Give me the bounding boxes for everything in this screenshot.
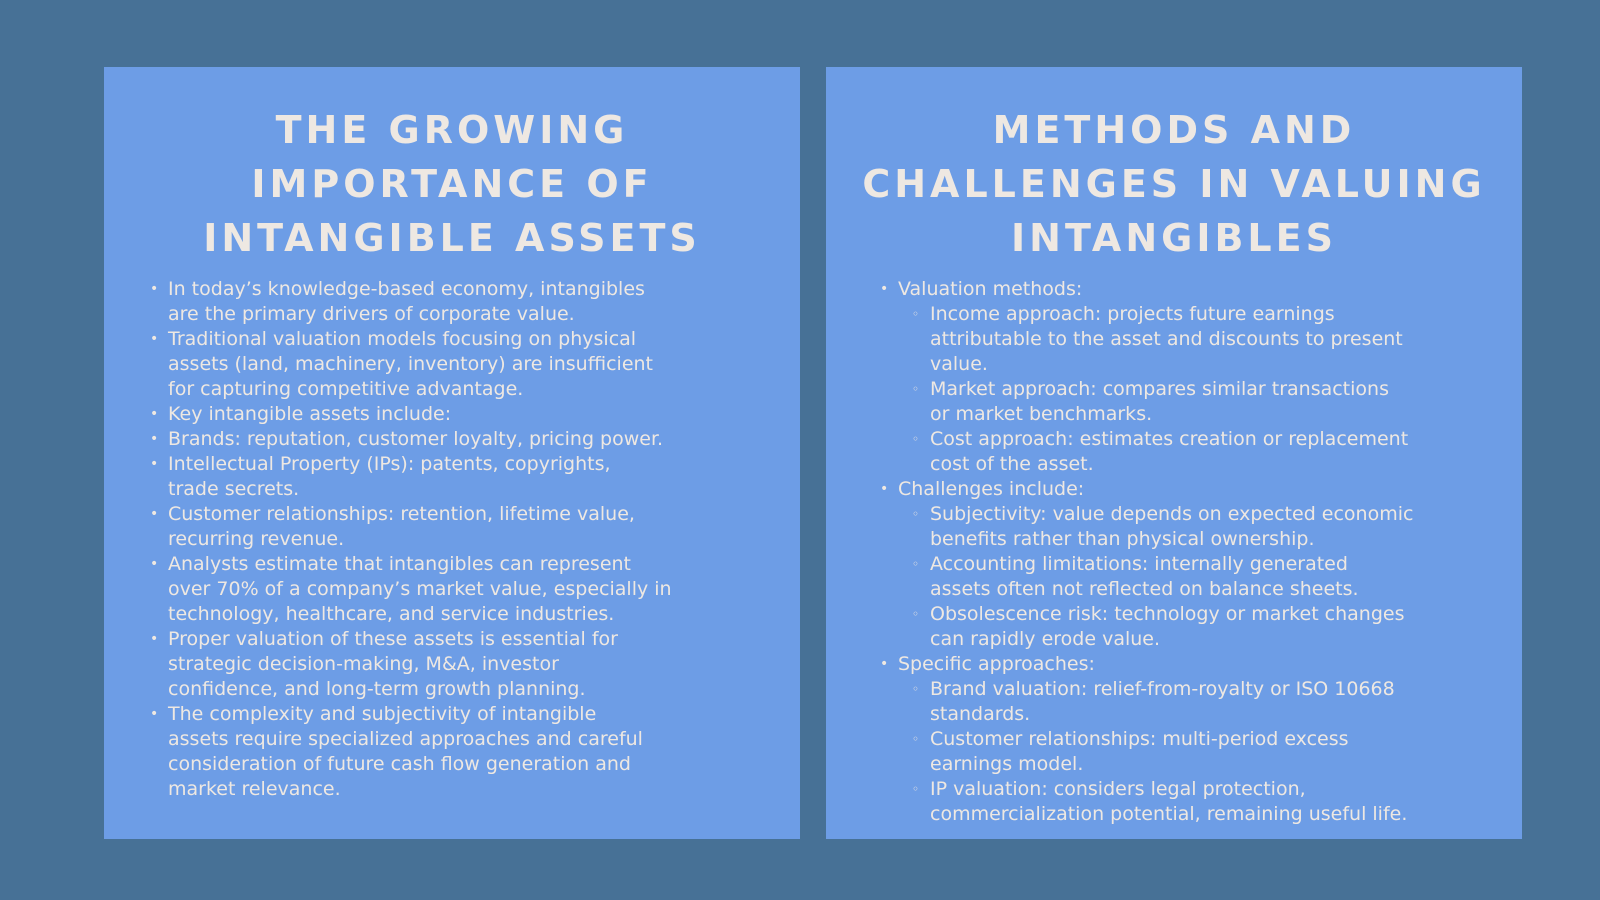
bullet-circle-icon: ◦ (912, 507, 920, 521)
sub-bullet-text-line: assets often not reflected on balance sheets. (930, 578, 1359, 600)
bullet-text-line: Brands: reputation, customer loyalty, pricing power. (168, 428, 664, 450)
right-title-line: METHODS AND (992, 108, 1356, 152)
right-section-item (880, 277, 1520, 477)
sub-bullet-text-line: value. (930, 353, 988, 375)
bullet-text-line: strategic decision-making, M&A, investor (168, 653, 559, 675)
sub-bullet-text-line: Brand valuation: relief-from-royalty or ISO 10668 (930, 678, 1395, 700)
bullet-circle-icon: ◦ (912, 382, 920, 396)
bullet-dot-icon: • (150, 556, 159, 572)
left-bullet-item (150, 627, 788, 702)
bullet-text-line: recurring revenue. (168, 528, 345, 550)
bullet-dot-icon: • (150, 706, 159, 722)
right-section-item (880, 652, 1520, 827)
bullet-circle-icon: ◦ (912, 307, 920, 321)
right-card-content (880, 277, 1520, 827)
section-label: Specific approaches: (898, 653, 1095, 675)
sub-bullet-text-line: Cost approach: estimates creation or replacement (930, 428, 1409, 450)
left-title-line: IMPORTANCE OF (251, 162, 653, 206)
bullet-dot-icon: • (150, 331, 159, 347)
sub-bullet-text-line: cost of the asset. (930, 453, 1094, 475)
sub-bullet-text-line: commercialization potential, remaining useful life. (930, 803, 1408, 825)
right-section-item (880, 477, 1520, 652)
sub-bullet-item (912, 552, 1520, 602)
bullet-text-line: assets (land, machinery, inventory) are insufficient (168, 353, 654, 375)
sub-bullet-text-line: IP valuation: considers legal protection, (930, 778, 1306, 800)
bullet-text-line: are the primary drivers of corporate value. (168, 303, 575, 325)
left-card (104, 67, 800, 839)
bullet-dot-icon: • (150, 281, 159, 297)
bullet-text-line: Traditional valuation models focusing on physical (168, 328, 637, 350)
sub-bullet-item (912, 727, 1520, 777)
bullet-text-line: technology, healthcare, and service industries. (168, 603, 615, 625)
sub-bullet-list (912, 302, 1520, 477)
sub-bullet-item (912, 427, 1520, 477)
bullet-text-line: for capturing competitive advantage. (168, 378, 524, 400)
bullet-text-line: Analysts estimate that intangibles can represent (168, 553, 632, 575)
bullet-text-line: Proper valuation of these assets is essential for (168, 628, 618, 650)
right-card-title (826, 103, 1522, 265)
sub-bullet-item (912, 677, 1520, 727)
sub-bullet-list (912, 502, 1520, 652)
sub-bullet-text-line: Subjectivity: value depends on expected economic (930, 503, 1414, 525)
sub-bullet-text-line: Customer relationships: multi-period excess (930, 728, 1349, 750)
sub-bullet-item (912, 377, 1520, 427)
bullet-text-line: confidence, and long-term growth planning. (168, 678, 586, 700)
bullet-text-line: Key intangible assets include: (168, 403, 452, 425)
bullet-text-line: assets require specialized approaches and careful (168, 728, 643, 750)
bullet-circle-icon: ◦ (912, 432, 920, 446)
right-card (826, 67, 1522, 839)
left-card-title (104, 103, 800, 265)
bullet-circle-icon: ◦ (912, 557, 920, 571)
bullet-dot-icon: • (150, 506, 159, 522)
left-bullet-item (150, 452, 788, 502)
bullet-text-line: consideration of future cash flow generation and (168, 753, 631, 775)
sub-bullet-text-line: earnings model. (930, 753, 1084, 775)
bullet-text-line: trade secrets. (168, 478, 300, 500)
bullet-dot-icon: • (150, 406, 159, 422)
sub-bullet-text-line: standards. (930, 703, 1031, 725)
section-label: Challenges include: (898, 478, 1085, 500)
sub-bullet-text-line: or market benchmarks. (930, 403, 1153, 425)
section-label: Valuation methods: (898, 278, 1083, 300)
bullet-dot-icon: • (150, 631, 159, 647)
bullet-dot-icon: • (880, 481, 889, 497)
right-title-line: INTANGIBLES (1011, 216, 1337, 260)
sub-bullet-item (912, 502, 1520, 552)
bullet-text-line: over 70% of a company’s market value, especially in (168, 578, 672, 600)
left-bullet-item (150, 552, 788, 627)
left-bullet-item (150, 277, 788, 327)
sub-bullet-text-line: Accounting limitations: internally generated (930, 553, 1348, 575)
bullet-dot-icon: • (880, 281, 889, 297)
sub-bullet-item (912, 302, 1520, 377)
left-bullet-item (150, 427, 788, 452)
bullet-text-line: The complexity and subjectivity of intangible (168, 703, 597, 725)
sub-bullet-text-line: Market approach: compares similar transactions (930, 378, 1389, 400)
sub-bullet-item (912, 777, 1520, 827)
bullet-circle-icon: ◦ (912, 782, 920, 796)
right-title-line: CHALLENGES IN VALUING (862, 162, 1486, 206)
bullet-text-line: market relevance. (168, 778, 341, 800)
left-title-line: INTANGIBLE ASSETS (203, 216, 701, 260)
left-bullet-item (150, 327, 788, 402)
bullet-dot-icon: • (150, 431, 159, 447)
left-title-line: THE GROWING (275, 108, 629, 152)
sub-bullet-text-line: benefits rather than physical ownership. (930, 528, 1315, 550)
bullet-text-line: In today’s knowledge-based economy, intangibles (168, 278, 645, 300)
sub-bullet-text-line: Income approach: projects future earnings (930, 303, 1335, 325)
left-card-content (150, 277, 788, 802)
bullet-text-line: Intellectual Property (IPs): patents, copyrights, (168, 453, 611, 475)
right-bullet-list (880, 277, 1520, 827)
bullet-circle-icon: ◦ (912, 732, 920, 746)
sub-bullet-text-line: attributable to the asset and discounts to present (930, 328, 1403, 350)
sub-bullet-text-line: can rapidly erode value. (930, 628, 1161, 650)
bullet-dot-icon: • (880, 656, 889, 672)
left-bullet-list (150, 277, 788, 802)
bullet-text-line: Customer relationships: retention, lifetime value, (168, 503, 635, 525)
sub-bullet-list (912, 677, 1520, 827)
bullet-dot-icon: • (150, 456, 159, 472)
sub-bullet-text-line: Obsolescence risk: technology or market changes (930, 603, 1405, 625)
sub-bullet-item (912, 602, 1520, 652)
bullet-circle-icon: ◦ (912, 682, 920, 696)
left-bullet-item (150, 402, 788, 427)
left-bullet-item (150, 702, 788, 802)
left-bullet-item (150, 502, 788, 552)
bullet-circle-icon: ◦ (912, 607, 920, 621)
